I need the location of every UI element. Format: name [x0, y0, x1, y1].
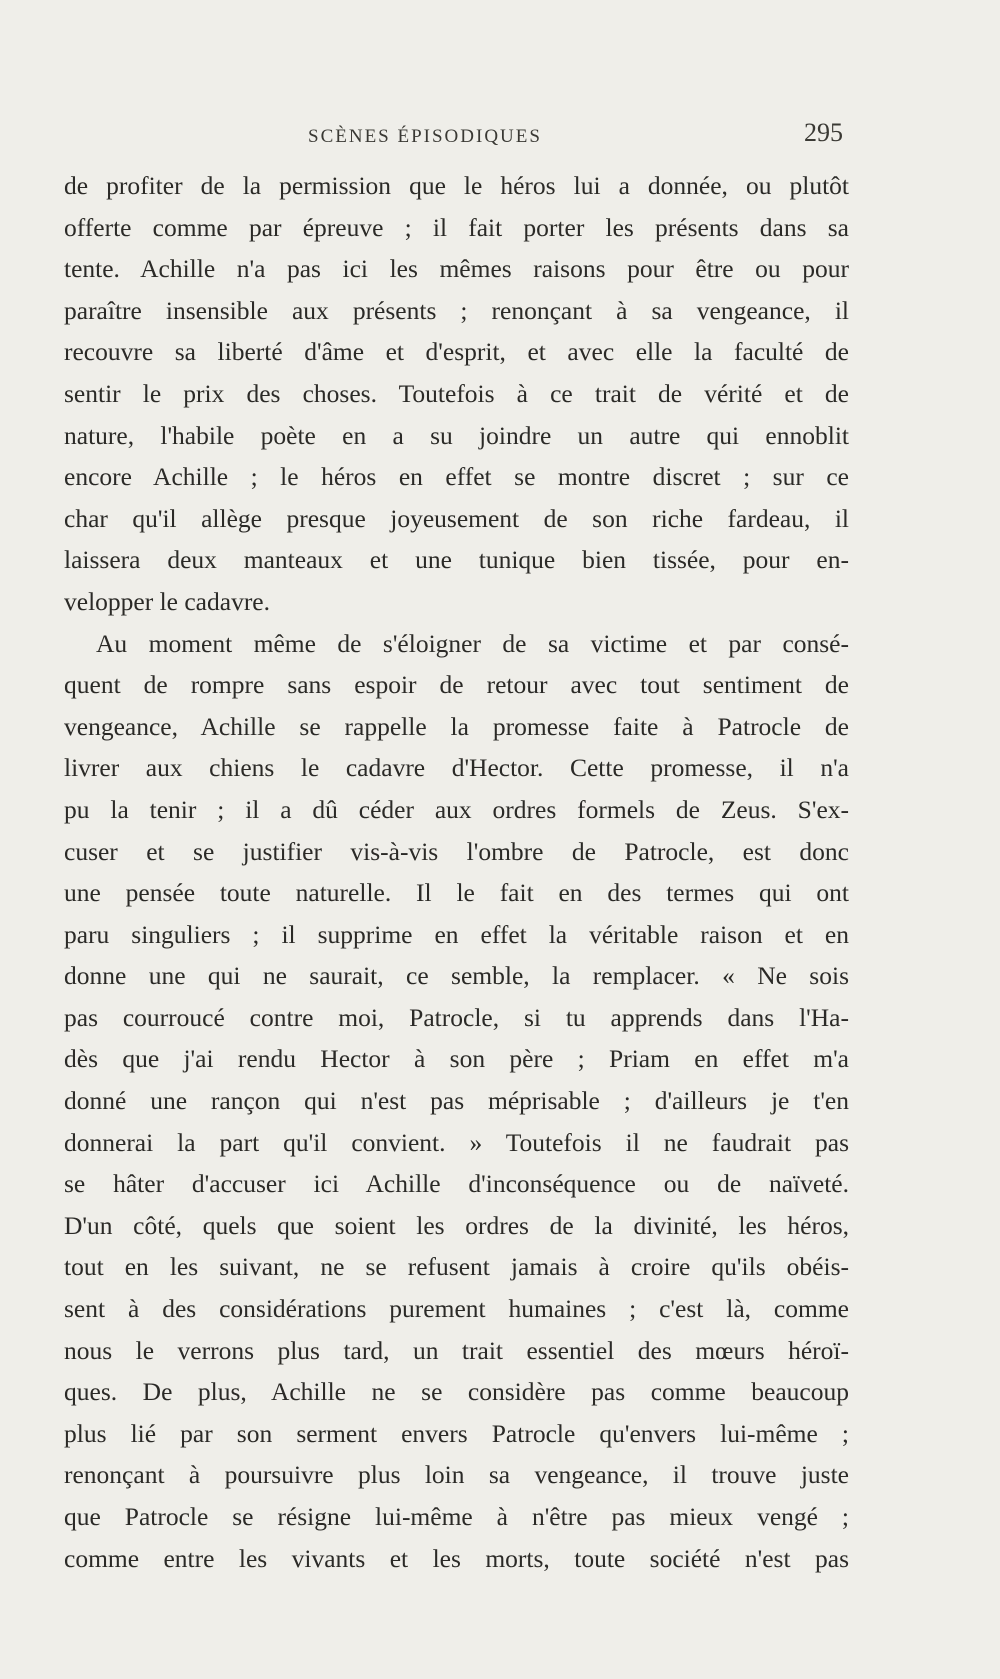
text-line: que Patrocle se résigne lui-même à n'être pas mieux vengé ; — [64, 1502, 849, 1531]
text-line: tente. Achille n'a pas ici les mêmes raisons pour être ou pour — [64, 254, 849, 284]
page-number: 295 — [804, 118, 843, 147]
text-line: cuser et se justifier vis-à-vis l'ombre de Patrocle, est donc — [64, 836, 849, 866]
running-head: SCÈNES ÉPISODIQUES — [308, 126, 542, 147]
text-line: comme entre les vivants et les morts, toute société n'est pas — [64, 1543, 849, 1573]
text-line: se hâter d'accuser ici Achille d'inconséquence ou de naïveté. — [64, 1169, 849, 1199]
text-line: pu la tenir ; il a dû céder aux ordres formels de Zeus. S'ex- — [64, 794, 849, 824]
text-line: velopper le cadavre. — [64, 586, 271, 616]
text-line: sentir le prix des choses. Toutefois à ce trait de vérité et de — [64, 378, 849, 408]
text-line: quent de rompre sans espoir de retour avec tout sentiment de — [64, 670, 849, 700]
text-line: donnerai la part qu'il convient. » Toutefois il ne faudrait pas — [64, 1127, 849, 1157]
text-line: donné une rançon qui n'est pas méprisable ; d'ailleurs je t'en — [64, 1086, 849, 1116]
text-line: pas courroucé contre moi, Patrocle, si tu apprends dans l'Ha- — [64, 1002, 849, 1032]
text-line: vengeance, Achille se rappelle la promesse faite à Patrocle de — [64, 711, 849, 741]
text-line: dès que j'ai rendu Hector à son père ; Priam en effet m'a — [64, 1044, 849, 1074]
text-line: nature, l'habile poète en a su joindre un autre qui ennoblit — [64, 420, 849, 450]
body-text — [64, 165, 849, 1579]
text-line: sent à des considérations purement humaines ; c'est là, comme — [64, 1294, 849, 1324]
page-header — [68, 118, 843, 158]
text-line: tout en les suivant, ne se refusent jamais à croire qu'ils obéis- — [64, 1252, 849, 1282]
text-line: encore Achille ; le héros en effet se montre discret ; sur ce — [64, 462, 849, 492]
text-line: D'un côté, quels que soient les ordres de la divinité, les héros, — [64, 1210, 849, 1240]
text-line: offerte comme par épreuve ; il fait porter les présents dans sa — [64, 212, 849, 242]
text-line: char qu'il allège presque joyeusement de son riche fardeau, il — [64, 503, 849, 533]
text-line: plus lié par son serment envers Patrocle qu'envers lui-même ; — [64, 1418, 849, 1448]
text-line: de profiter de la permission que le héros lui a donnée, ou plutôt — [64, 171, 849, 200]
text-line: Au moment même de s'éloigner de sa victime et par consé- — [96, 628, 849, 658]
text-line: donne une qui ne saurait, ce semble, la remplacer. « Ne sois — [64, 961, 849, 991]
text-line: laissera deux manteaux et une tunique bien tissée, pour en- — [64, 545, 849, 575]
text-line: nous le verrons plus tard, un trait essentiel des mœurs héroï- — [64, 1335, 849, 1365]
text-line: paraître insensible aux présents ; renonçant à sa vengeance, il — [64, 295, 849, 325]
text-line: renonçant à poursuivre plus loin sa vengeance, il trouve juste — [64, 1460, 849, 1490]
text-line: une pensée toute naturelle. Il le fait en des termes qui ont — [64, 878, 849, 908]
text-line: recouvre sa liberté d'âme et d'esprit, et avec elle la faculté de — [64, 337, 849, 367]
text-line: livrer aux chiens le cadavre d'Hector. Cette promesse, il n'a — [64, 753, 849, 783]
text-line: ques. De plus, Achille ne se considère pas comme beaucoup — [64, 1377, 849, 1407]
text-line: paru singuliers ; il supprime en effet la véritable raison et en — [64, 919, 849, 949]
